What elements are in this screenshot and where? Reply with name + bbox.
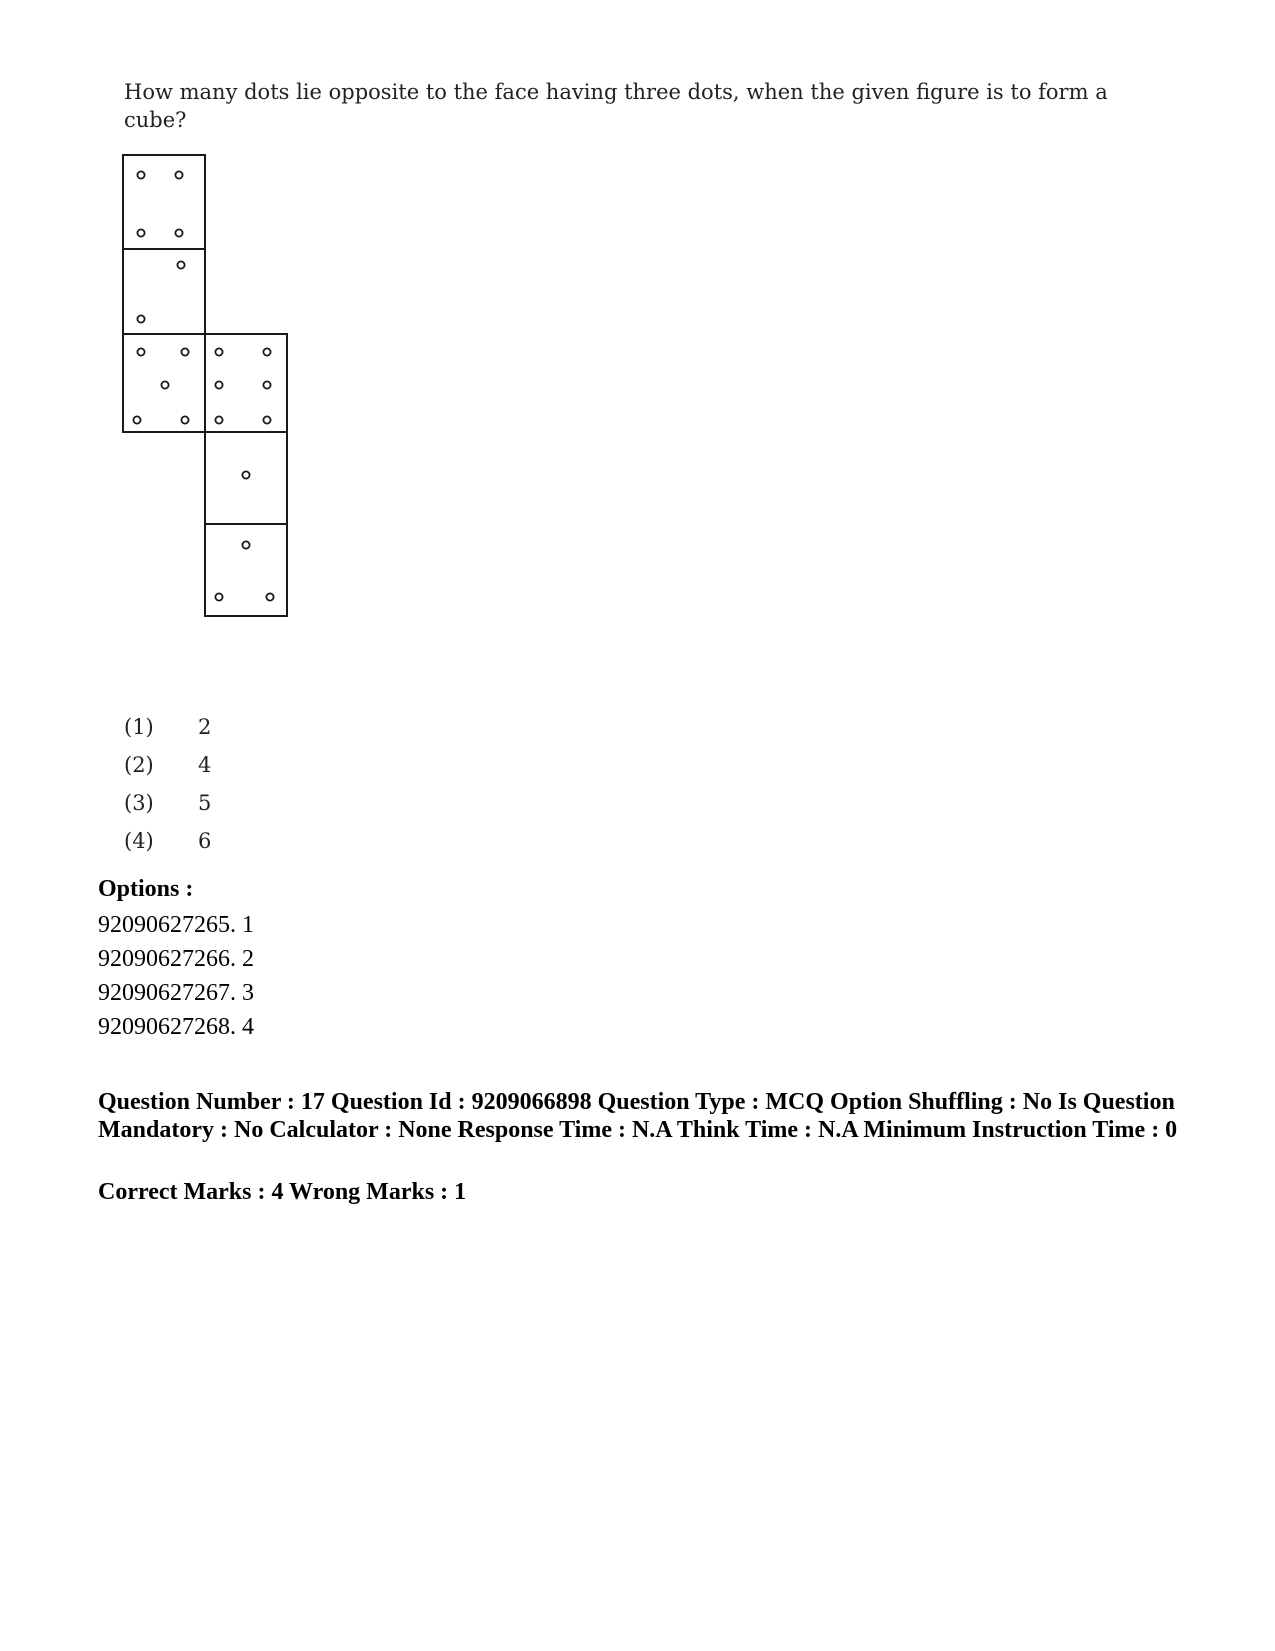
net-face-three-dots <box>205 524 287 616</box>
answer-choices <box>124 708 211 860</box>
dot <box>215 348 222 355</box>
dot <box>137 229 144 236</box>
dot <box>137 315 144 322</box>
net-face-two-dots <box>123 249 205 334</box>
question-metadata: Question Number : 17 Question Id : 9209066898 Question Type : MCQ Option Shuffling : No Is Question Mandatory : No Calculator : None Response Time : N.A Think Time : N.A Minimum Instruction Time : 0 <box>98 1089 1178 1143</box>
dot <box>215 416 222 423</box>
cube-net-figure <box>0 0 300 640</box>
question-text: How many dots lie opposite to the face having three dots, when the given figure is to form a cube? <box>124 80 1108 132</box>
choice-number: (2) <box>124 753 154 777</box>
dot <box>263 416 270 423</box>
list-item <box>124 708 211 746</box>
dot <box>242 471 249 478</box>
dot <box>215 593 222 600</box>
options-heading: Options : <box>98 876 194 902</box>
dot <box>137 348 144 355</box>
dot <box>175 171 182 178</box>
choice-value: 5 <box>198 791 212 815</box>
choice-number: (1) <box>124 715 154 739</box>
choice-value: 2 <box>198 715 212 739</box>
choice-number: (3) <box>124 791 154 815</box>
dot <box>161 381 168 388</box>
option-list <box>98 908 254 1044</box>
list-item <box>124 746 211 784</box>
list-item: 92090627267. 3 <box>98 980 254 1006</box>
dot <box>242 541 249 548</box>
dot <box>175 229 182 236</box>
dot <box>177 261 184 268</box>
choice-value: 6 <box>198 829 212 853</box>
list-item: 92090627268. 4 <box>98 1014 254 1040</box>
dot <box>263 381 270 388</box>
dot <box>181 416 188 423</box>
marks-info: Correct Marks : 4 Wrong Marks : 1 <box>98 1179 467 1205</box>
dot <box>133 416 140 423</box>
dot <box>263 348 270 355</box>
net-face-four-dots <box>123 155 205 249</box>
dot <box>215 381 222 388</box>
list-item <box>124 784 211 822</box>
list-item: 92090627266. 2 <box>98 946 254 972</box>
choice-value: 4 <box>198 753 212 777</box>
list-item: 92090627265. 1 <box>98 912 254 938</box>
dot <box>181 348 188 355</box>
dot <box>266 593 273 600</box>
choice-number: (4) <box>124 829 154 853</box>
list-item <box>124 822 211 860</box>
dot <box>137 171 144 178</box>
